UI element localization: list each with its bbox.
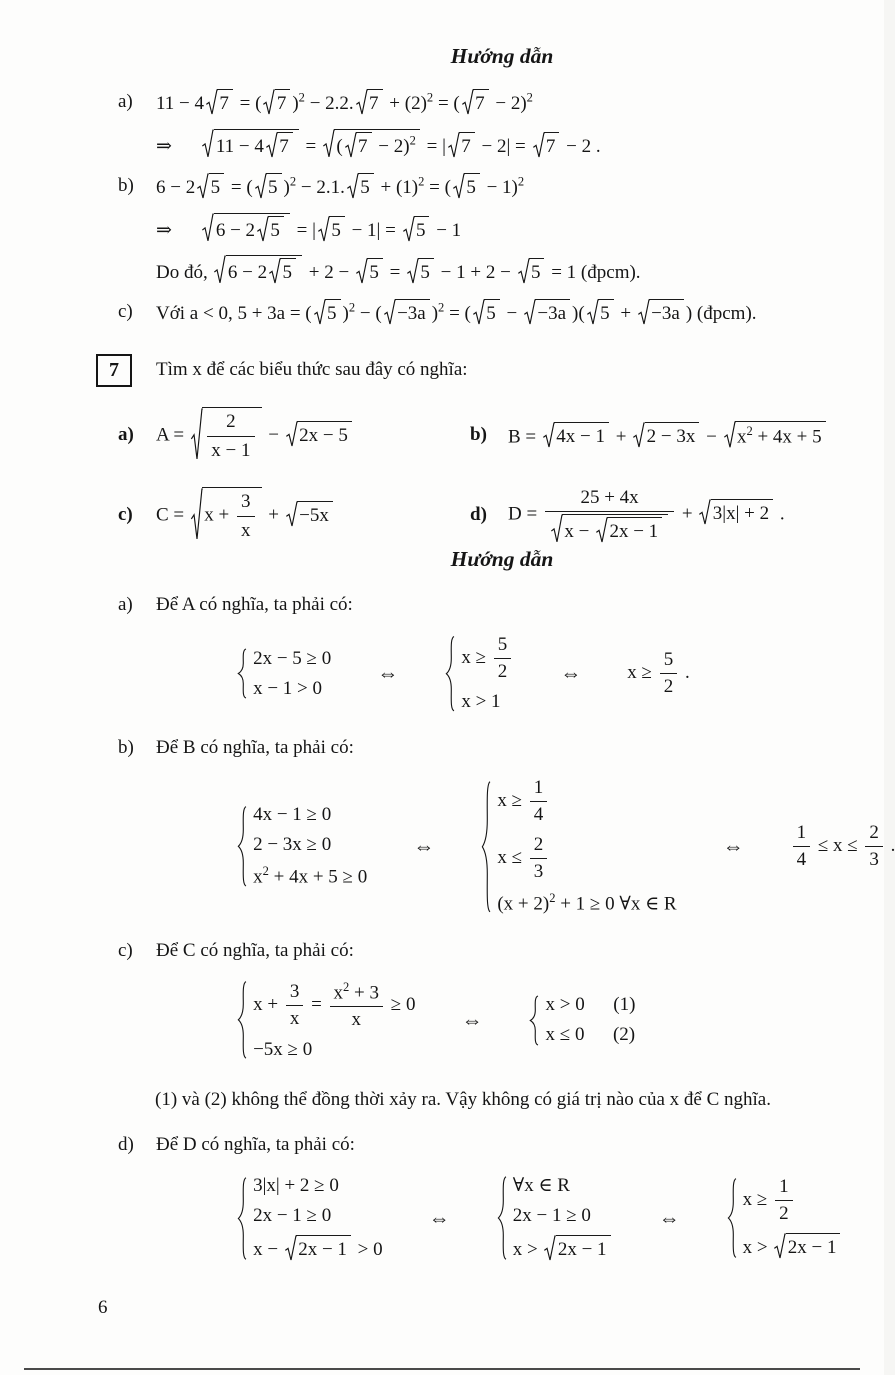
equivalence-arrow: ⇔ xyxy=(413,833,435,858)
radical-sign-icon xyxy=(191,487,203,543)
sqrt-radical xyxy=(543,422,609,449)
radicand: 7 xyxy=(217,89,233,116)
equivalence-arrow: ⇔ xyxy=(560,661,582,686)
fraction xyxy=(660,649,678,698)
superscript: 2 xyxy=(526,90,533,105)
math-expression: ⇒ 11 − 4 7 = ( 7 − 2)$^2$ = | 7 − 2| = 7 − 2 . xyxy=(156,129,601,159)
radical-sign-icon xyxy=(518,258,530,285)
system-row: x ≥ $\frac{1}{4}$ xyxy=(497,777,676,826)
expression-item xyxy=(118,407,470,463)
expressions-grid xyxy=(0,407,884,543)
fraction xyxy=(237,490,255,543)
denominator: 2 xyxy=(775,1200,793,1225)
equation-system xyxy=(444,634,514,713)
denominator: 3 xyxy=(530,858,548,883)
radical-sign-icon xyxy=(323,129,335,159)
radicand: 7 xyxy=(544,132,560,159)
sqrt-radical xyxy=(774,1233,840,1260)
text-content: Để D có nghĩa, ta phải có: xyxy=(156,1134,355,1156)
system-row: x − 1 > 0 xyxy=(253,677,323,699)
radical-sign-icon xyxy=(533,132,545,159)
radical-sign-icon xyxy=(403,216,415,243)
radical-sign-icon xyxy=(356,258,368,285)
numerator: 1 xyxy=(533,777,544,799)
denominator: x xyxy=(237,516,255,543)
denominator: 4 xyxy=(793,846,811,871)
item-label: c) xyxy=(118,939,133,961)
radical-sign-icon xyxy=(191,407,203,463)
system-rows xyxy=(497,777,676,915)
superscript: 2 xyxy=(262,864,269,879)
equation-system xyxy=(236,1175,383,1262)
superscript: 2 xyxy=(418,174,425,189)
equation-system xyxy=(236,648,331,700)
sqrt-radical xyxy=(345,132,372,159)
superscript: 2 xyxy=(298,90,305,105)
radical-sign-icon xyxy=(263,89,275,116)
numerator: 3 xyxy=(289,980,300,1002)
sqrt-radical xyxy=(403,216,430,243)
radical-sign-icon xyxy=(314,299,326,326)
system-brace-icon xyxy=(480,779,492,915)
fraction xyxy=(494,634,512,683)
radicand: 2x − 1 xyxy=(607,517,662,544)
system-row: $(x + 2)^2 + 1 \ge 0$ ∀x ∈ R xyxy=(497,891,677,915)
math-expression: ⇒ 6 − 2 5 = | 5 − 1| = 5 − 1 xyxy=(156,213,461,243)
item-label: a) xyxy=(118,91,133,112)
radical-sign-icon xyxy=(269,258,281,285)
derivation-line xyxy=(0,980,884,1061)
equation-system xyxy=(726,1176,843,1260)
sqrt-radical xyxy=(524,299,570,326)
radicand: 7 xyxy=(367,89,383,116)
radical-sign-icon xyxy=(774,1233,786,1260)
radicand: 5 xyxy=(367,258,383,285)
radical-sign-icon xyxy=(724,421,736,449)
numerator: 2 xyxy=(869,821,879,843)
radical-sign-icon xyxy=(345,132,357,159)
radicand: 5 xyxy=(266,173,282,200)
system-row: x ≤ 0 (2) xyxy=(545,1024,636,1046)
sqrt-radical xyxy=(596,517,662,544)
text-line xyxy=(0,934,884,968)
radical-sign-icon xyxy=(543,422,555,449)
superscript: 2 xyxy=(438,300,445,315)
numerator: 1 xyxy=(796,821,807,843)
text-content: Để A có nghĩa, ta phải có: xyxy=(156,594,353,616)
equivalence-arrow: ⇔ xyxy=(658,1205,680,1230)
system-row: 2x − 1 ≥ 0 xyxy=(512,1205,591,1227)
radical-sign-icon xyxy=(544,1235,556,1262)
denominator: x xyxy=(286,1005,304,1030)
numerator: $x^2 + 3$ xyxy=(333,979,380,1003)
sqrt-radical xyxy=(202,129,298,159)
system-row: x > 1 xyxy=(461,691,501,713)
math-expression: A = $\frac{2}{x - 1}$ − 2x − 5 xyxy=(156,407,354,463)
fraction xyxy=(793,822,811,871)
equation-system xyxy=(236,980,415,1061)
item-label: c) xyxy=(118,301,133,322)
sqrt-radical xyxy=(214,255,302,285)
problem-statement xyxy=(0,353,884,387)
system-brace-icon xyxy=(236,1176,248,1261)
paragraph: (1) và (2) không thể đồng thời xảy ra. Vậy không có giá trị nào của x để C nghĩa. xyxy=(155,1088,771,1110)
system-rows xyxy=(253,804,367,888)
system-brace-icon xyxy=(444,635,456,712)
numerator: 3 xyxy=(241,491,251,513)
system-brace-icon xyxy=(496,1175,508,1261)
item-label: b) xyxy=(470,423,487,445)
radicand: 5 xyxy=(329,216,345,243)
superscript: 2 xyxy=(289,174,297,189)
math-expression: D = 25 + 4x x − 2x − 1 + 3|x| + 2 . xyxy=(508,486,785,542)
radical-sign-icon xyxy=(356,89,368,116)
radical-sign-icon xyxy=(318,216,330,243)
radicand: 5 xyxy=(484,299,500,326)
radical-sign-icon xyxy=(551,514,563,544)
item-label: b) xyxy=(118,737,134,759)
fraction xyxy=(530,834,548,883)
denominator: 4 xyxy=(530,801,548,826)
math-expression: $\frac{1}{4}$ ≤ x ≤ $\frac{2}{3}$ . xyxy=(790,822,895,871)
math-line xyxy=(0,211,884,245)
radical-sign-icon xyxy=(255,173,267,200)
sqrt-radical xyxy=(206,89,233,116)
radicand: −3a xyxy=(535,299,570,326)
radical-sign-icon xyxy=(638,299,650,326)
sqrt-radical xyxy=(286,421,352,448)
radicand: 7 xyxy=(459,132,475,159)
math-expression: 11 − 4 7 = ( 7 )$^2$ − 2.2. $7 + (2)^2$ = ( 7 − 2)$^2$ xyxy=(156,90,533,114)
system-row: x ≤ $\frac{2}{3}$ xyxy=(497,834,676,883)
superscript: 2 xyxy=(426,90,434,105)
superscript: 2 xyxy=(343,979,350,994)
system-rows xyxy=(513,1174,613,1262)
item-label: a) xyxy=(118,423,134,445)
radical-sign-icon xyxy=(202,129,214,159)
superscript: 2 xyxy=(549,891,556,906)
system-row: x > 2x − 1 xyxy=(743,1233,843,1260)
system-row: x > 0 (1) xyxy=(545,994,636,1016)
radical-sign-icon xyxy=(448,132,460,159)
system-row: 2x − 5 ≥ 0 xyxy=(253,647,332,669)
sqrt-radical xyxy=(347,173,374,200)
denominator: x − 1 xyxy=(207,436,254,463)
radical-sign-icon xyxy=(214,255,226,285)
radicand: 6 − 2 5 xyxy=(214,213,290,243)
fraction xyxy=(865,822,883,871)
radicand: ( 7 − 2)$^2$ xyxy=(334,129,420,159)
sqrt-radical xyxy=(266,132,293,159)
sqrt-radical xyxy=(257,216,284,243)
system-row: 3|x| + 2 ≥ 0 xyxy=(253,1174,339,1196)
sqrt-radical xyxy=(314,299,341,326)
system-rows xyxy=(253,980,415,1061)
sqrt-radical xyxy=(255,173,282,200)
equivalence-arrow: ⇔ xyxy=(461,1007,483,1032)
radicand: 5 xyxy=(268,216,284,243)
fraction xyxy=(207,410,254,463)
derivation-line xyxy=(0,777,895,915)
sqrt-radical xyxy=(269,258,296,285)
denominator: x xyxy=(330,1006,383,1031)
radical-sign-icon xyxy=(257,216,269,243)
radical-sign-icon xyxy=(633,422,645,449)
radicand: 5 xyxy=(598,299,614,326)
radicand: −3a xyxy=(649,299,684,326)
sqrt-radical xyxy=(551,514,668,544)
math-expression: Với a < 0, 5 + 3a = ( 5 )$^2$ − ( −3a )$^2$ = ( 5 − −3a )( 5 + −3a ) (đpcm). xyxy=(156,300,757,324)
item-label: d) xyxy=(470,503,487,525)
radical-sign-icon xyxy=(206,89,218,116)
sqrt-radical xyxy=(518,258,545,285)
math-line xyxy=(0,253,884,287)
numerator: 1 xyxy=(779,1176,789,1198)
radical-sign-icon xyxy=(286,501,298,528)
radicand: 5 xyxy=(414,216,430,243)
superscript: 2 xyxy=(746,423,753,438)
math-line xyxy=(0,85,884,119)
item-label: a) xyxy=(118,594,133,616)
fraction xyxy=(530,777,548,826)
fraction xyxy=(545,487,674,544)
numerator: 5 xyxy=(663,649,674,671)
system-rows xyxy=(461,634,514,713)
system-brace-icon xyxy=(236,648,248,699)
radical-sign-icon xyxy=(285,1235,297,1262)
system-rows xyxy=(743,1176,843,1260)
system-row: 2 − 3x ≥ 0 xyxy=(253,834,332,856)
fraction xyxy=(775,1176,793,1225)
system-rows xyxy=(253,1175,383,1262)
radicand: 7 xyxy=(473,89,489,116)
radicand: 5 xyxy=(529,258,545,285)
sqrt-radical xyxy=(587,299,614,326)
text-line xyxy=(0,731,884,765)
radicand: 2 − 3x xyxy=(645,422,700,449)
sqrt-radical xyxy=(633,422,699,449)
denominator: 2 xyxy=(660,673,678,698)
radical-sign-icon xyxy=(384,299,396,326)
system-rows xyxy=(546,994,636,1046)
text-content: Để B có nghĩa, ta phải có: xyxy=(156,737,354,759)
fraction xyxy=(286,981,304,1030)
radicand: 3|x| + 2 xyxy=(711,499,773,526)
radical-sign-icon xyxy=(596,517,608,544)
sqrt-radical xyxy=(544,1235,610,1262)
radicand: 7 xyxy=(277,132,293,159)
radicand: 5 xyxy=(325,299,341,326)
radicand: 4x − 1 xyxy=(554,422,609,449)
system-row: x > 2x − 1 xyxy=(513,1235,613,1262)
sqrt-radical xyxy=(453,173,480,200)
math-expression: B = 4x − 1 + 2 − 3x − $x^2 + 4x + 5$ xyxy=(508,421,828,449)
radicand: 7 xyxy=(356,132,372,159)
numerator: 2 xyxy=(226,411,236,432)
sqrt-radical xyxy=(407,258,434,285)
sqrt-radical xyxy=(356,258,383,285)
equation-system xyxy=(496,1174,613,1262)
problem-text: Tìm x để các biểu thức sau đây có nghĩa: xyxy=(156,359,468,380)
sqrt-radical xyxy=(638,299,684,326)
equivalence-arrow: ⇔ xyxy=(722,833,744,858)
sqrt-radical xyxy=(356,89,383,116)
item-label: c) xyxy=(118,503,133,525)
sqrt-radical xyxy=(724,421,826,449)
radicand: 5 xyxy=(209,173,225,200)
radicand: 5 xyxy=(280,258,296,285)
numerator: 5 xyxy=(497,634,508,656)
fraction xyxy=(330,980,383,1031)
denominator: 2 xyxy=(494,658,512,683)
radical-sign-icon xyxy=(407,258,419,285)
radicand: 2x − 1 xyxy=(556,1235,611,1262)
equation-system xyxy=(236,804,367,888)
system-row: 4x − 1 ≥ 0 xyxy=(253,804,332,826)
sqrt-radical xyxy=(533,132,560,159)
sqrt-radical xyxy=(191,487,262,543)
math-expression: Do đó, 6 − 2 5 + 2 − 5 = 5 − 1 + 2 − 5 = 1 (đpcm). xyxy=(156,255,641,285)
math-line xyxy=(0,295,884,329)
sqrt-radical xyxy=(473,299,500,326)
item-label: b) xyxy=(118,175,134,196)
radical-sign-icon xyxy=(266,132,278,159)
radical-sign-icon xyxy=(524,299,536,326)
sqrt-radical xyxy=(202,213,290,243)
radicand: −5x xyxy=(297,501,333,528)
system-brace-icon xyxy=(236,980,248,1060)
radical-sign-icon xyxy=(197,173,209,200)
sqrt-radical xyxy=(318,216,345,243)
equivalence-arrow: ⇔ xyxy=(377,661,399,686)
expression-item xyxy=(470,421,884,449)
system-row: −5x ≥ 0 xyxy=(253,1038,313,1060)
superscript: 2 xyxy=(348,300,356,315)
system-brace-icon xyxy=(528,995,540,1046)
system-row: x + $\frac{3}{x}$ = $\frac{x^2 + 3}{x}$ ≥ 0 xyxy=(253,979,416,1030)
system-rows xyxy=(253,648,331,700)
radicand: 11 − 4 7 xyxy=(214,129,299,159)
system-brace-icon xyxy=(236,805,248,888)
equivalence-arrow: ⇔ xyxy=(428,1205,450,1230)
numerator: 2 xyxy=(533,834,544,856)
radicand xyxy=(202,407,261,463)
sqrt-radical xyxy=(263,89,290,116)
text-line xyxy=(0,1128,884,1162)
system-row: 2x − 1 ≥ 0 xyxy=(253,1204,332,1226)
radical-sign-icon xyxy=(587,299,599,326)
radicand: 5 xyxy=(418,258,434,285)
radicand: 6 − 2 5 xyxy=(226,255,302,285)
sqrt-radical xyxy=(384,299,430,326)
text-line xyxy=(0,588,884,622)
sqrt-radical xyxy=(699,499,773,526)
radicand: x + $\frac{3}{x}$ xyxy=(202,487,261,543)
radical-sign-icon xyxy=(286,421,298,448)
radicand: 5 xyxy=(464,173,480,200)
math-expression: 6 − 2 5 = ( 5 )$^2$ − 2.1. $5 + (1)^2$ = ( 5 − 1)$^2$ xyxy=(156,174,525,198)
superscript: 2 xyxy=(409,133,416,148)
radical-sign-icon xyxy=(699,499,711,526)
section-heading: Hướng dẫn xyxy=(450,44,554,68)
item-label: d) xyxy=(118,1134,134,1156)
sqrt-radical xyxy=(286,501,333,528)
sqrt-radical xyxy=(448,132,475,159)
radical-sign-icon xyxy=(453,173,465,200)
radicand: x − 2x − 1 xyxy=(562,514,668,544)
radicand: −3a xyxy=(395,299,430,326)
sqrt-radical xyxy=(285,1235,351,1262)
system-row: x ≥ $\frac{1}{2}$ xyxy=(743,1176,843,1225)
expression-item xyxy=(470,487,884,544)
radicand: 5 xyxy=(358,173,374,200)
radicand: 7 xyxy=(275,89,291,116)
system-brace-icon xyxy=(726,1177,738,1259)
radicand: $x^2 + 4x + 5$ xyxy=(735,421,826,449)
sqrt-radical xyxy=(197,173,224,200)
radicand: 2x − 1 xyxy=(786,1233,841,1260)
sqrt-radical xyxy=(323,129,420,159)
math-line xyxy=(0,127,884,161)
expression-item xyxy=(118,487,470,543)
derivation-line xyxy=(0,634,884,713)
radical-sign-icon xyxy=(202,213,214,243)
system-row: $x^2 + 4x + 5 \ge 0$ xyxy=(253,864,368,888)
equation-system xyxy=(480,777,676,915)
radical-sign-icon xyxy=(462,89,474,116)
derivation-line xyxy=(0,1174,884,1262)
denominator: 3 xyxy=(865,846,883,871)
math-line xyxy=(0,169,884,203)
equation-system xyxy=(528,994,635,1046)
section-heading: Hướng dẫn xyxy=(450,547,554,572)
radicand: 2x − 1 xyxy=(296,1235,351,1262)
system-row: ∀x ∈ R xyxy=(512,1175,570,1197)
radical-sign-icon xyxy=(347,173,359,200)
math-solution-content xyxy=(0,44,895,1262)
radical-sign-icon xyxy=(473,299,485,326)
math-expression: C = x + $\frac{3}{x}$ + −5x xyxy=(156,487,335,543)
denominator xyxy=(545,511,674,544)
problem-number-box: 7 xyxy=(96,354,132,387)
sqrt-radical xyxy=(462,89,489,116)
numerator: 25 + 4x xyxy=(580,486,639,508)
system-row: x ≥ $\frac{5}{2}$ xyxy=(461,634,514,683)
text-content: Để C có nghĩa, ta phải có: xyxy=(156,939,354,961)
sqrt-radical xyxy=(191,407,262,463)
system-row: x − 2x − 1 > 0 xyxy=(253,1235,383,1262)
math-expression: x ≥ $\frac{5}{2}$ . xyxy=(627,649,690,698)
page-number: 6 xyxy=(98,1297,108,1318)
radicand: 2x − 5 xyxy=(297,421,352,448)
superscript: 2 xyxy=(517,174,525,189)
